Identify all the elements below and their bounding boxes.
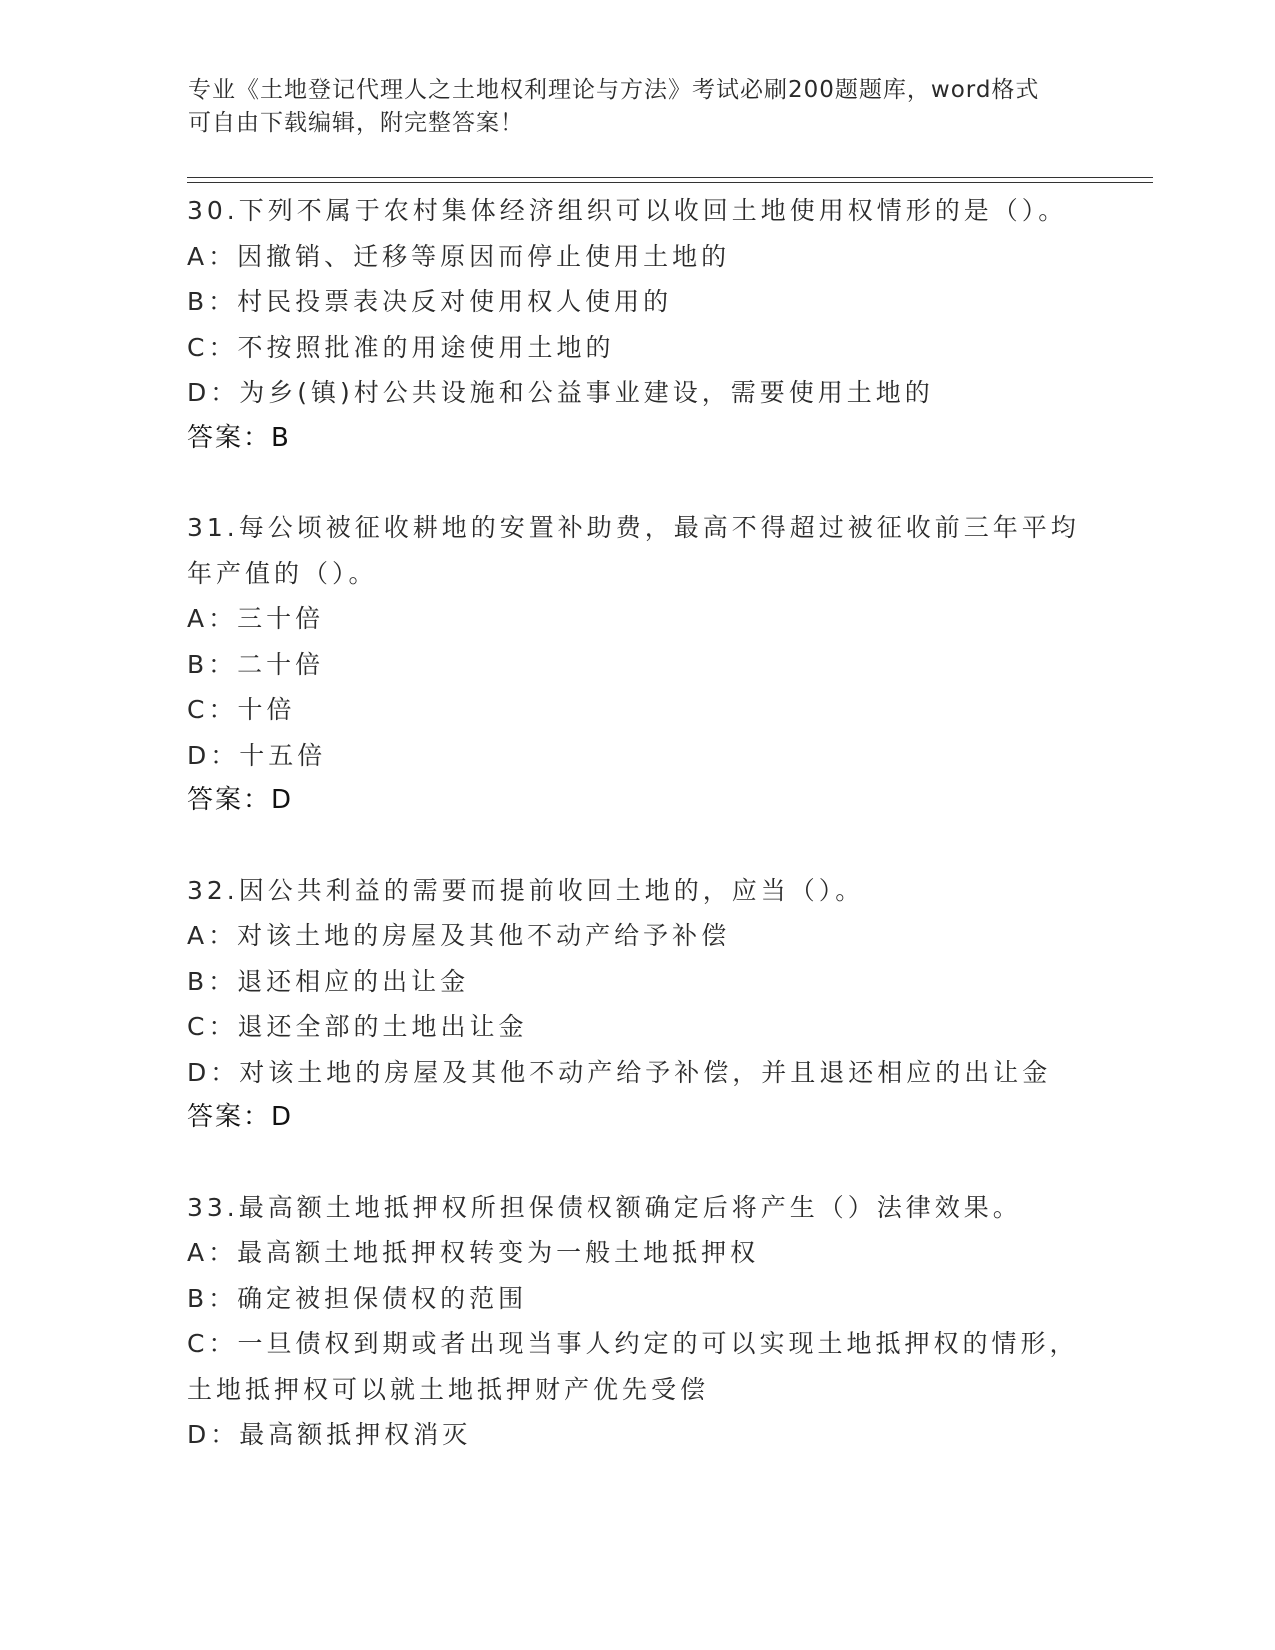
option-d: D：对该土地的房屋及其他不动产给予补偿，并且退还相应的出让金 [187,1057,1052,1087]
option-c-continued: 土地抵押权可以就土地抵押财产优先受偿 [187,1374,710,1404]
option-a: A：三十倍 [187,604,325,633]
question-stem: 33.最高额土地抵押权所担保债权额确定后将产生（）法律效果。 [187,1192,1022,1222]
answer-line: 答案：D [187,1102,294,1132]
option-a: A：因撤销、迁移等原因而停止使用土地的 [187,241,731,271]
option-b: B：退还相应的出让金 [187,966,470,996]
option-b: B：二十倍 [187,649,325,679]
option-c: C：一旦债权到期或者出现当事人约定的可以实现土地抵押权的情形， [187,1329,1079,1358]
option-d: D：为乡(镇)村公共设施和公益事业建设，需要使用土地的 [187,378,934,407]
option-d: D：十五倍 [187,740,327,770]
header-rule-bottom [187,182,1153,183]
header-line-1: 专业《土地登记代理人之土地权利理论与方法》考试必刷200题题库，word格式 [188,77,1040,103]
document-header [188,74,1088,140]
answer-line: 答案：D [187,785,294,815]
option-c: C：不按照批准的用途使用土地的 [187,332,615,362]
question-stem-continued: 年产值的（）。 [187,558,378,588]
option-a: A：对该土地的房屋及其他不动产给予补偿 [187,921,731,950]
option-b: B：确定被担保债权的范围 [187,1283,528,1313]
header-line-2: 可自由下载编辑，附完整答案！ [188,110,524,136]
option-b: B：村民投票表决反对使用权人使用的 [187,287,673,316]
question-33 [187,1185,1087,1458]
question-stem: 32.因公共利益的需要而提前收回土地的，应当（）。 [187,875,865,905]
question-30 [187,188,1087,461]
header-rule-top [187,177,1153,178]
question-stem: 30.下列不属于农村集体经济组织可以收回土地使用权情形的是（）。 [187,196,1068,225]
question-stem: 31.每公顷被征收耕地的安置补助费，最高不得超过被征收前三年平均 [187,513,1080,542]
question-list [187,188,1087,1502]
question-31 [187,505,1087,824]
question-32 [187,868,1087,1141]
option-a: A：最高额土地抵押权转变为一般土地抵押权 [187,1238,760,1267]
answer-line: 答案：B [187,422,291,453]
option-c: C：退还全部的土地出让金 [187,1012,528,1041]
option-d: D：最高额抵押权消灭 [187,1420,472,1449]
option-c: C：十倍 [187,695,296,724]
